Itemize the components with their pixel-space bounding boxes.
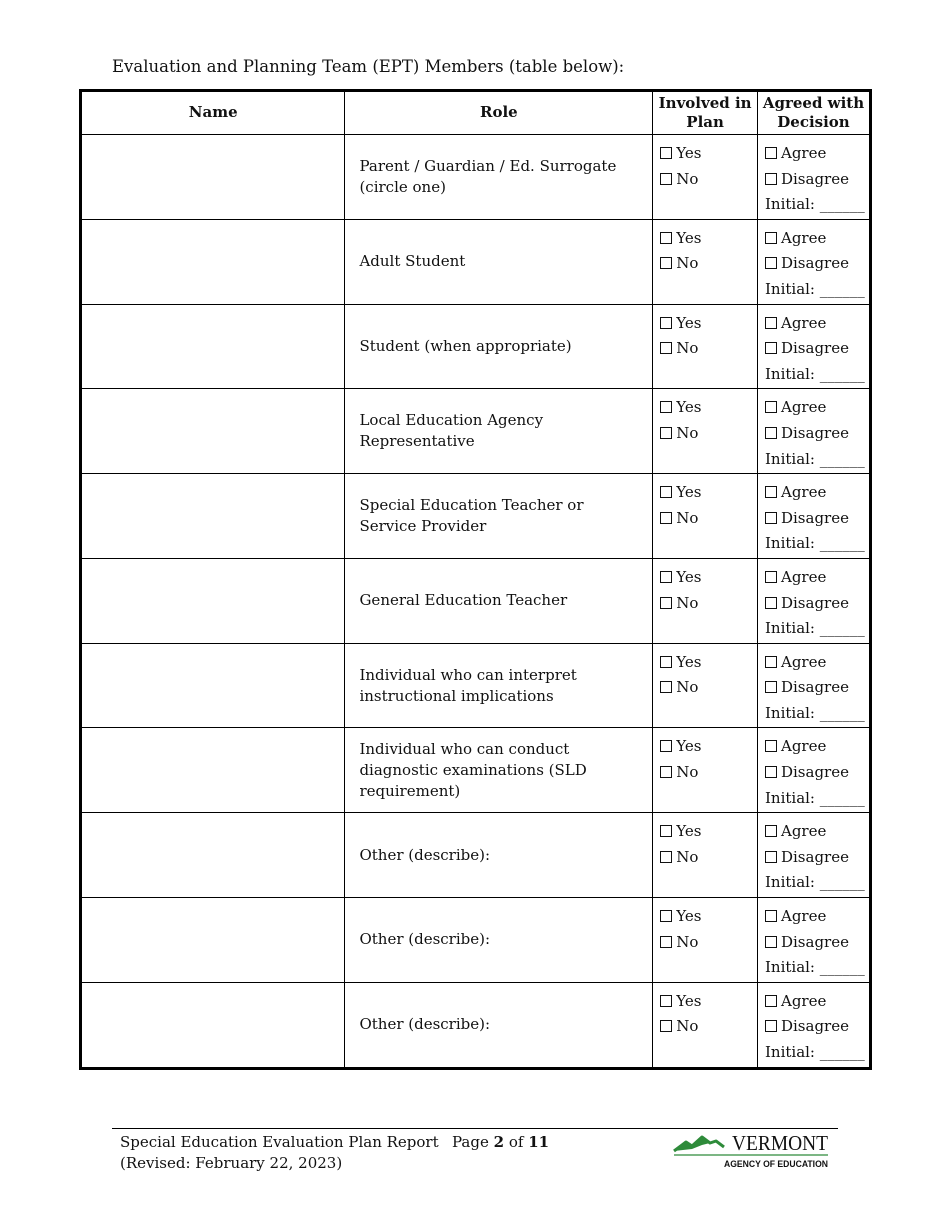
yes-option[interactable]	[660, 989, 756, 1015]
role-cell: Local Education Agency Representative	[345, 389, 653, 474]
initial-field[interactable]: Initial: ______	[764, 703, 865, 722]
agreed-cell	[757, 898, 870, 983]
disagree-option[interactable]	[765, 336, 868, 362]
header-involved-line1: Involved in	[658, 93, 752, 112]
yes-label: Yes	[676, 652, 702, 671]
no-label: No	[676, 593, 699, 612]
initial-field[interactable]: Initial: ______	[764, 449, 865, 468]
agree-checkbox[interactable]	[765, 571, 777, 583]
disagree-label: Disagree	[780, 423, 849, 442]
disagree-option[interactable]	[765, 506, 868, 532]
no-checkbox[interactable]	[660, 936, 672, 948]
header-agreed-line2: Decision	[777, 113, 850, 131]
initial-field[interactable]: Initial: ______	[764, 279, 865, 298]
disagree-option[interactable]	[765, 930, 868, 956]
involved-cell	[653, 643, 758, 728]
no-option[interactable]	[660, 506, 756, 532]
table-header-row	[81, 91, 871, 135]
no-option[interactable]	[660, 930, 756, 956]
no-label: No	[676, 1017, 699, 1036]
yes-checkbox[interactable]	[660, 232, 672, 244]
disagree-label: Disagree	[780, 1017, 849, 1036]
yes-label: Yes	[676, 991, 702, 1010]
name-cell[interactable]	[81, 643, 345, 728]
yes-checkbox[interactable]	[660, 486, 672, 498]
no-option[interactable]	[660, 1014, 756, 1040]
agreed-cell	[757, 389, 870, 474]
agree-checkbox[interactable]	[765, 232, 777, 244]
name-cell[interactable]	[81, 219, 345, 304]
name-cell[interactable]	[81, 389, 345, 474]
disagree-label: Disagree	[780, 169, 849, 188]
yes-option[interactable]	[660, 819, 756, 845]
initial-field[interactable]: Initial: ______	[764, 619, 865, 638]
no-option[interactable]	[660, 336, 756, 362]
name-cell[interactable]	[81, 474, 345, 559]
footer-revised: (Revised: February 22, 2023)	[120, 1154, 343, 1172]
ept-members-table	[79, 89, 872, 1070]
footer-page-number	[452, 1132, 549, 1153]
disagree-checkbox[interactable]	[765, 766, 777, 778]
agree-label: Agree	[780, 652, 827, 671]
footer-document-info	[120, 1132, 439, 1174]
agree-checkbox[interactable]	[765, 995, 777, 1007]
agree-label: Agree	[780, 991, 827, 1010]
section-intro: Evaluation and Planning Team (EPT) Members (table below):	[112, 57, 625, 76]
disagree-checkbox[interactable]	[765, 936, 777, 948]
page-total: 11	[528, 1133, 550, 1151]
name-cell[interactable]	[81, 813, 345, 898]
agree-option[interactable]	[765, 141, 868, 167]
yes-checkbox[interactable]	[660, 825, 672, 837]
agree-checkbox[interactable]	[765, 740, 777, 752]
agree-label: Agree	[780, 228, 827, 247]
yes-label: Yes	[676, 313, 702, 332]
agree-option[interactable]	[765, 565, 868, 591]
disagree-checkbox[interactable]	[765, 512, 777, 524]
table-row	[81, 898, 871, 983]
yes-checkbox[interactable]	[660, 571, 672, 583]
no-label: No	[676, 423, 699, 442]
agree-label: Agree	[780, 567, 827, 586]
no-option[interactable]	[660, 421, 756, 447]
yes-option[interactable]	[660, 650, 756, 676]
no-checkbox[interactable]	[660, 597, 672, 609]
header-involved-line2: Plan	[686, 113, 724, 131]
logo-subtitle: AGENCY OF EDUCATION	[724, 1159, 829, 1170]
involved-cell	[653, 728, 758, 813]
table-row	[81, 474, 871, 559]
table-row	[81, 728, 871, 813]
role-cell: Other (describe):	[345, 898, 653, 983]
disagree-option[interactable]	[765, 675, 868, 701]
no-label: No	[676, 508, 699, 527]
table-row	[81, 389, 871, 474]
no-label: No	[676, 254, 699, 273]
initial-field[interactable]: Initial: ______	[764, 195, 865, 214]
yes-checkbox[interactable]	[660, 147, 672, 159]
disagree-label: Disagree	[780, 763, 849, 782]
no-checkbox[interactable]	[660, 512, 672, 524]
no-label: No	[676, 678, 699, 697]
no-checkbox[interactable]	[660, 257, 672, 269]
table-row	[81, 219, 871, 304]
name-cell[interactable]	[81, 982, 345, 1068]
initial-field[interactable]: Initial: ______	[764, 1043, 865, 1061]
role-cell: Adult Student	[345, 219, 653, 304]
yes-checkbox[interactable]	[660, 995, 672, 1007]
no-option[interactable]	[660, 675, 756, 701]
agree-option[interactable]	[765, 226, 868, 252]
yes-checkbox[interactable]	[660, 656, 672, 668]
yes-option[interactable]	[660, 734, 756, 760]
role-cell: Individual who can interpret instructional implications	[345, 643, 653, 728]
disagree-label: Disagree	[780, 593, 849, 612]
page-of: of	[508, 1133, 524, 1151]
no-option[interactable]	[660, 251, 756, 277]
agreed-cell	[757, 304, 870, 389]
disagree-checkbox[interactable]	[765, 597, 777, 609]
disagree-label: Disagree	[780, 508, 849, 527]
yes-option[interactable]	[660, 480, 756, 506]
yes-label: Yes	[676, 907, 702, 926]
header-role: Role	[345, 91, 653, 135]
no-option[interactable]	[660, 845, 756, 871]
disagree-checkbox[interactable]	[765, 173, 777, 185]
initial-field[interactable]: Initial: ______	[764, 364, 865, 383]
role-cell: Other (describe):	[345, 982, 653, 1068]
agreed-cell	[757, 219, 870, 304]
agree-checkbox[interactable]	[765, 656, 777, 668]
agreed-cell	[757, 982, 870, 1068]
agree-option[interactable]	[765, 989, 868, 1015]
involved-cell	[653, 474, 758, 559]
no-checkbox[interactable]	[660, 173, 672, 185]
involved-cell	[653, 898, 758, 983]
disagree-checkbox[interactable]	[765, 1020, 777, 1032]
involved-cell	[653, 219, 758, 304]
agreed-cell	[757, 558, 870, 643]
agree-option[interactable]	[765, 734, 868, 760]
disagree-option[interactable]	[765, 1014, 868, 1040]
agree-label: Agree	[780, 313, 827, 332]
involved-cell	[653, 389, 758, 474]
header-involved	[653, 91, 758, 135]
no-option[interactable]	[660, 760, 756, 786]
disagree-label: Disagree	[780, 932, 849, 951]
yes-label: Yes	[676, 144, 702, 162]
yes-option[interactable]	[660, 395, 756, 421]
agreed-cell	[757, 474, 870, 559]
role-cell: Student (when appropriate)	[345, 304, 653, 389]
yes-checkbox[interactable]	[660, 740, 672, 752]
agree-option[interactable]	[765, 395, 868, 421]
header-name: Name	[81, 91, 345, 135]
name-cell[interactable]	[81, 304, 345, 389]
agree-label: Agree	[780, 907, 827, 926]
page-current: 2	[493, 1133, 505, 1151]
page-label: Page	[452, 1133, 489, 1151]
name-cell[interactable]	[81, 898, 345, 983]
disagree-label: Disagree	[780, 254, 849, 273]
disagree-option[interactable]	[765, 167, 868, 193]
no-label: No	[676, 169, 699, 188]
agree-checkbox[interactable]	[765, 401, 777, 413]
initial-field[interactable]: Initial: ______	[764, 958, 865, 977]
disagree-checkbox[interactable]	[765, 342, 777, 354]
role-cell: General Education Teacher	[345, 558, 653, 643]
yes-option[interactable]	[660, 141, 756, 167]
agree-label: Agree	[780, 483, 827, 502]
agree-option[interactable]	[765, 650, 868, 676]
agreed-cell	[757, 728, 870, 813]
no-checkbox[interactable]	[660, 427, 672, 439]
no-label: No	[676, 763, 699, 782]
no-label: No	[676, 339, 699, 358]
role-cell: Individual who can conduct diagnostic examinations (SLD requirement)	[345, 728, 653, 813]
no-label: No	[676, 932, 699, 951]
table-row	[81, 135, 871, 220]
disagree-label: Disagree	[780, 847, 849, 866]
name-cell[interactable]	[81, 728, 345, 813]
yes-label: Yes	[676, 567, 702, 586]
role-cell: Parent / Guardian / Ed. Surrogate (circle one)	[345, 135, 653, 220]
no-checkbox[interactable]	[660, 342, 672, 354]
yes-option[interactable]	[660, 226, 756, 252]
agree-checkbox[interactable]	[765, 825, 777, 837]
no-checkbox[interactable]	[660, 681, 672, 693]
yes-option[interactable]	[660, 565, 756, 591]
disagree-option[interactable]	[765, 251, 868, 277]
disagree-option[interactable]	[765, 845, 868, 871]
table-row	[81, 558, 871, 643]
initial-field[interactable]: Initial: ______	[764, 534, 865, 553]
agree-option[interactable]	[765, 904, 868, 930]
yes-label: Yes	[676, 228, 702, 247]
no-option[interactable]	[660, 591, 756, 617]
involved-cell	[653, 982, 758, 1068]
logo-name: VERMONT	[732, 1131, 829, 1155]
table-row	[81, 643, 871, 728]
yes-label: Yes	[676, 822, 702, 841]
agreed-cell	[757, 813, 870, 898]
vermont-agency-logo	[672, 1129, 832, 1171]
header-agreed	[757, 91, 870, 135]
role-cell: Special Education Teacher or Service Provider	[345, 474, 653, 559]
agree-checkbox[interactable]	[765, 317, 777, 329]
disagree-label: Disagree	[780, 678, 849, 697]
table-row	[81, 982, 871, 1068]
yes-option[interactable]	[660, 311, 756, 337]
name-cell[interactable]	[81, 135, 345, 220]
name-cell[interactable]	[81, 558, 345, 643]
agree-checkbox[interactable]	[765, 147, 777, 159]
role-cell: Other (describe):	[345, 813, 653, 898]
yes-checkbox[interactable]	[660, 401, 672, 413]
disagree-checkbox[interactable]	[765, 257, 777, 269]
initial-field[interactable]: Initial: ______	[764, 788, 865, 807]
disagree-checkbox[interactable]	[765, 681, 777, 693]
no-checkbox[interactable]	[660, 766, 672, 778]
table-row	[81, 813, 871, 898]
initial-field[interactable]: Initial: ______	[764, 873, 865, 892]
agree-option[interactable]	[765, 819, 868, 845]
yes-checkbox[interactable]	[660, 910, 672, 922]
agree-checkbox[interactable]	[765, 910, 777, 922]
yes-label: Yes	[676, 398, 702, 417]
agreed-cell	[757, 135, 870, 220]
no-label: No	[676, 847, 699, 866]
disagree-checkbox[interactable]	[765, 427, 777, 439]
disagree-option[interactable]	[765, 760, 868, 786]
agree-label: Agree	[780, 822, 827, 841]
no-option[interactable]	[660, 167, 756, 193]
agree-checkbox[interactable]	[765, 486, 777, 498]
agree-option[interactable]	[765, 480, 868, 506]
disagree-option[interactable]	[765, 421, 868, 447]
footer-title: Special Education Evaluation Plan Report	[120, 1133, 439, 1151]
involved-cell	[653, 135, 758, 220]
involved-cell	[653, 558, 758, 643]
agree-label: Agree	[780, 398, 827, 417]
yes-option[interactable]	[660, 904, 756, 930]
involved-cell	[653, 304, 758, 389]
yes-label: Yes	[676, 737, 702, 756]
no-checkbox[interactable]	[660, 851, 672, 863]
agree-label: Agree	[780, 737, 827, 756]
agree-option[interactable]	[765, 311, 868, 337]
yes-checkbox[interactable]	[660, 317, 672, 329]
table-row	[81, 304, 871, 389]
involved-cell	[653, 813, 758, 898]
no-checkbox[interactable]	[660, 1020, 672, 1032]
disagree-label: Disagree	[780, 339, 849, 358]
agreed-cell	[757, 643, 870, 728]
disagree-checkbox[interactable]	[765, 851, 777, 863]
agree-label: Agree	[780, 144, 827, 162]
yes-label: Yes	[676, 483, 702, 502]
disagree-option[interactable]	[765, 591, 868, 617]
header-agreed-line1: Agreed with	[762, 93, 865, 112]
